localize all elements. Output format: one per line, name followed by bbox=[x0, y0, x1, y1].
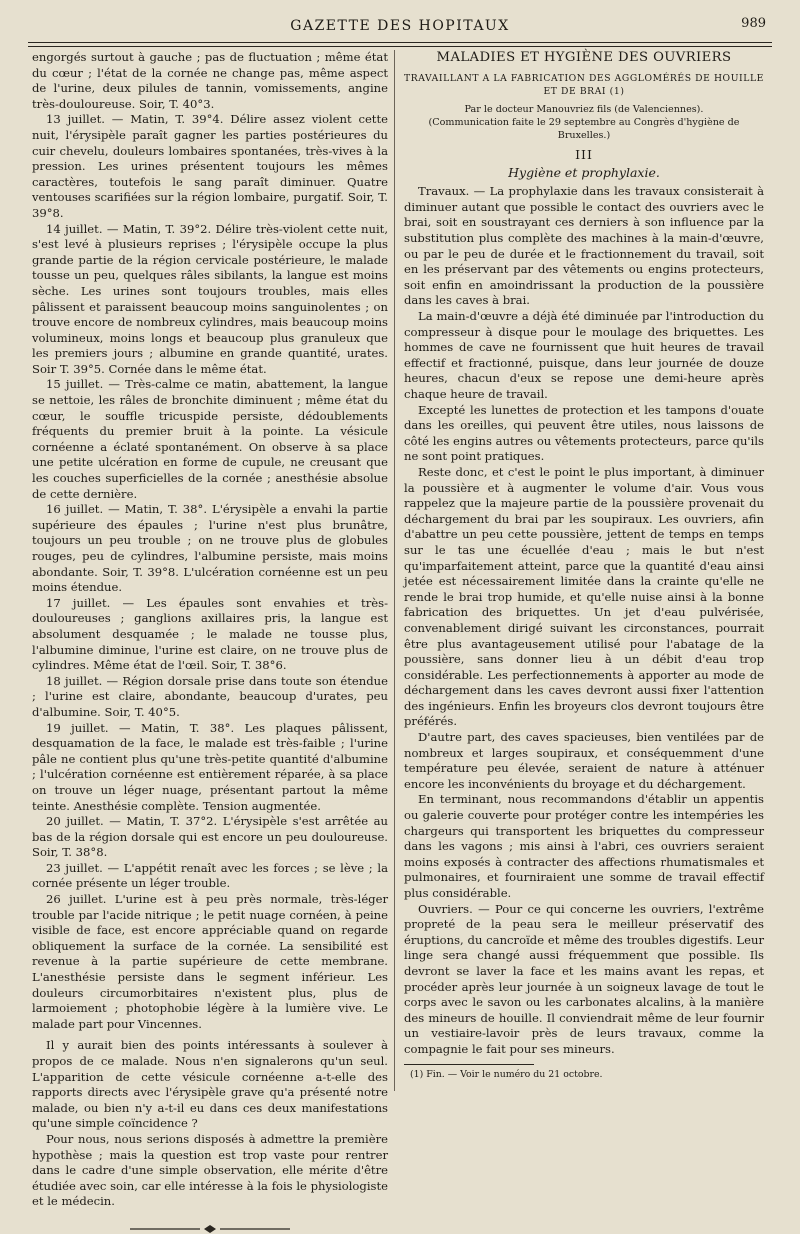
journal-title: GAZETTE DES HOPITAUX bbox=[290, 18, 510, 34]
paragraph: 20 juillet. — Matin, T. 37°2. L'érysipèle s'est arrêtée au bas de la région dorsale qui est encore un peu douloureuse. Soir, T. 38°8. bbox=[32, 814, 388, 860]
header-rule bbox=[28, 46, 772, 47]
paragraph: Ouvriers. — Pour ce qui concerne les ouvriers, l'extrême propreté de la peau sera le meilleur préservatif des éruptions, du cancroïde et même des troubles digestifs. Leur linge sera changé aussi fréquemment que possible. Ils devront se laver la face et les mains avant les repas, et procéder après leur journée à un soigneux lavage de tout le corps avec le savon ou les carbonates alcalins, à la manière des mineurs de houille. Il conviendrait même de leur fournir un vestiaire-lavoir près de leurs travaux, comme la compagnie le fait pour ses mineurs. bbox=[404, 901, 764, 1056]
paragraph: En terminant, nous recommandons d'établir un appentis ou galerie couverte pour protéger contre les intempéries les chargeurs qui transportent les briquettes du compresseur dans les vagons ; mis ainsi à l'abri, ces ouvriers seraient moins exposés à contracter des affections rhumatismales et pulmonaires, et fourniraient une somme de travail effectif plus considérable. bbox=[404, 792, 764, 900]
paragraph: 26 juillet. L'urine est à peu près normale, très-léger trouble par l'acide nitrique ; le petit nuage cornéen, à peine visible de face, est encore appréciable quand on regarde obliquement la surface de la cornée. La sensibilité est revenue à la partie supérieure de cette membrane. L'anesthésie persiste dans le segment inférieur. Les douleurs circumorbitaires n'existent plus, plus de larmoiement ; photophobie légère à la lumière vive. Le malade part pour Vincennes. bbox=[32, 892, 388, 1031]
page-number: 989 bbox=[741, 16, 766, 31]
paragraph: engorgés surtout à gauche ; pas de fluctuation ; même état du cœur ; l'état de la cornée ne change pas, même aspect de l'urine, deux pilules de tannin, vomissements, angine très-douloureuse. Soir, T. 40°3. bbox=[32, 50, 388, 111]
paragraph: Il y aurait bien des points intéressants à soulever à propos de ce malade. Nous n'en signalerons qu'un seul. L'apparition de cette vésicule cornéenne a-t-elle des rapports directs avec l'érysipèle grave qu'a présenté notre malade, ou bien n'y a-t-il eu dans ces deux manifestations qu'une simple coïncidence ? bbox=[32, 1038, 388, 1131]
paragraph: La main-d'œuvre a déjà été diminuée par l'introduction du compresseur à disque pour le moulage des briquettes. Les hommes de cave ne fournissent que huit heures de travail effectif et fractionné, puisque, dans leur journée de douze heures, chacun d'eux se repose une demi-heure après chaque heure de travail. bbox=[404, 309, 764, 401]
left-column bbox=[32, 50, 388, 1209]
paragraph: 15 juillet. — Très-calme ce matin, abattement, la langue se nettoie, les râles de bronchite diminuent ; même état du cœur, le souffle tricuspide persiste, dédoublements fréquents du premier bruit à la pointe. La vésicule cornéenne a éclaté spontanément. On observe à sa place une petite ulcération en forme de cupule, ne creusant que les couches superficielles de la cornée ; anesthésie absolue de cette dernière. bbox=[32, 377, 388, 501]
section-subtitle: TRAVAILLANT A LA FABRICATION DES AGGLOMÉRÉS DE HOUILLE ET DE BRAI (1) bbox=[404, 72, 764, 97]
paragraph: 14 juillet. — Matin, T. 39°2. Délire très-violent cette nuit, s'est levé à plusieurs reprises ; l'érysipèle occupe la plus grande partie de la région cervicale postérieure, le malade tousse un peu, quelques râles sibilants, la langue est moins sèche. Les urines sont toujours troubles, mais elles pâlissent et paraissent beaucoup moins sanguinolentes ; on trouve encore de nombreux cylindres, mais beaucoup moins volumineux, moins longs et beaucoup plus granuleux que les premiers jours ; albumine en grande quantité, urates. Soir T. 39°5. Cornée dans le même état. bbox=[32, 221, 388, 376]
paragraph: Travaux. — La prophylaxie dans les travaux consisterait à diminuer autant que possible le contact des ouvriers avec le brai, soit en soustrayant ces derniers à son influence par la substitution plus complète des machines à la main-d'œuvre, ou par le peu de durée et le fractionnement du travail, soit en les préservant par des vêtements ou engins protecteurs, soit enfin en amoindrissant la production de la poussière dans les caves à brai. bbox=[404, 184, 764, 308]
part-title: Hygiène et prophylaxie. bbox=[508, 164, 660, 180]
author-byline: Par le docteur Manouvriez fils (de Valenciennes). bbox=[464, 103, 704, 115]
paragraph: 16 juillet. — Matin, T. 38°. L'érysipèle a envahi la partie supérieure des épaules ; l'urine n'est plus brunâtre, toujours un peu trouble ; on ne trouve plus de globules rouges, peu de cylindres, l'albumine persiste, mais moins abondante. Soir, T. 39°8. L'ulcération cornéenne est un peu moins étendue. bbox=[32, 502, 388, 595]
paragraph: D'autre part, des caves spacieuses, bien ventilées par de nombreux et larges soupiraux, et conséquemment d'une température peu élevée, seraient de nature à atténuer encore les inconvénients du broyage et du déchargement. bbox=[404, 730, 764, 791]
page-header bbox=[28, 12, 772, 43]
paragraph: 17 juillet. — Les épaules sont envahies et très-douloureuses ; ganglions axillaires pris, la langue est absolument desquamée ; le malade ne tousse plus, l'albumine diminue, l'urine est claire, on ne trouve plus de cylindres. Même état de l'œil. Soir, T. 38°6. bbox=[32, 595, 388, 673]
paragraph: Pour nous, nous serions disposés à admettre la première hypothèse ; mais la question est trop vaste pour rentrer dans le cadre d'une simple observation, elle mérite d'être étudiée avec soin, car elle intéresse à la fois le physiologiste et le médecin. bbox=[32, 1131, 388, 1209]
footnote-rule bbox=[404, 1064, 534, 1065]
paragraph: Excepté les lunettes de protection et les tampons d'ouate dans les oreilles, qui peuvent être utiles, nous laissons de côté les engins autres ou vêtements protecteurs, parce qu'ils ne sont point pratiques. bbox=[404, 402, 764, 464]
paragraph: 18 juillet. — Région dorsale prise dans toute son étendue ; l'urine est claire, abondante, beaucoup d'urates, peu d'albumine. Soir, T. 40°5. bbox=[32, 673, 388, 719]
paragraph: 19 juillet. — Matin, T. 38°. Les plaques pâlissent, desquamation de la face, le malade est très-faible ; l'urine pâle ne contient plus qu'une très-petite quantité d'albumine ; l'ulcération cornéenne est entièrement réparée, à sa place on trouve un léger nuage, présentant partout la même teinte. Anesthésie complète. Tension augmentée. bbox=[32, 720, 388, 813]
footnote: (1) Fin. — Voir le numéro du 21 octobre. bbox=[410, 1068, 603, 1080]
paragraph: 23 juillet. — L'appétit renaît avec les forces ; se lève ; la cornée présente un léger trouble. bbox=[32, 860, 388, 891]
right-column bbox=[404, 50, 764, 1091]
section-title: MALADIES ET HYGIÈNE DES OUVRIERS bbox=[436, 50, 732, 65]
paragraph: Reste donc, et c'est le point le plus important, à diminuer la poussière et à augmenter le volume d'air. Vous vous rappelez que la majeure partie de la poussière provenait du déchargement du brai par les soupiraux. Les ouvriers, afin d'abattre un peu cette poussière, jettent de temps en temps sur le tas une écuellée d'eau ; mais le but n'est qu'imparfaitement atteint, parce que la quantité d'eau ainsi jetée est nécessairement limitée dans la crainte qu'elle ne rende le brai trop humide, et qu'elle nuise ainsi à la bonne fabrication des briquettes. Un jet d'eau pulvérisée, convenablement dirigé suivant les circonstances, pourrait être plus avantageusement utilisé pour l'abatage de la poussière, sans donner lieu à un débit d'eau trop considérable. Les perfectionnements à apporter au mode de déchargement dans les caves devront aussi fixer l'attention des ingénieurs. Enfin les broyeurs clos devront toujours être préférés. bbox=[404, 464, 764, 729]
communication-note: (Communication faite le 29 septembre au Congrès d'hygiène de Bruxelles.) bbox=[428, 117, 740, 141]
column-divider bbox=[394, 50, 395, 1091]
part-number: III bbox=[575, 147, 593, 163]
ornament-divider bbox=[130, 1224, 290, 1234]
paragraph: 13 juillet. — Matin, T. 39°4. Délire assez violent cette nuit, l'érysipèle paraît gagner les parties postérieures du cuir chevelu, douleurs lombaires spontanées, très-vives à la pression. Les urines présentent toujours les mêmes caractères, toutefois le sang paraît diminuer. Quatre ventouses scarifiées sur la région lombaire, purgatif. Soir, T. 39°8. bbox=[32, 112, 388, 220]
